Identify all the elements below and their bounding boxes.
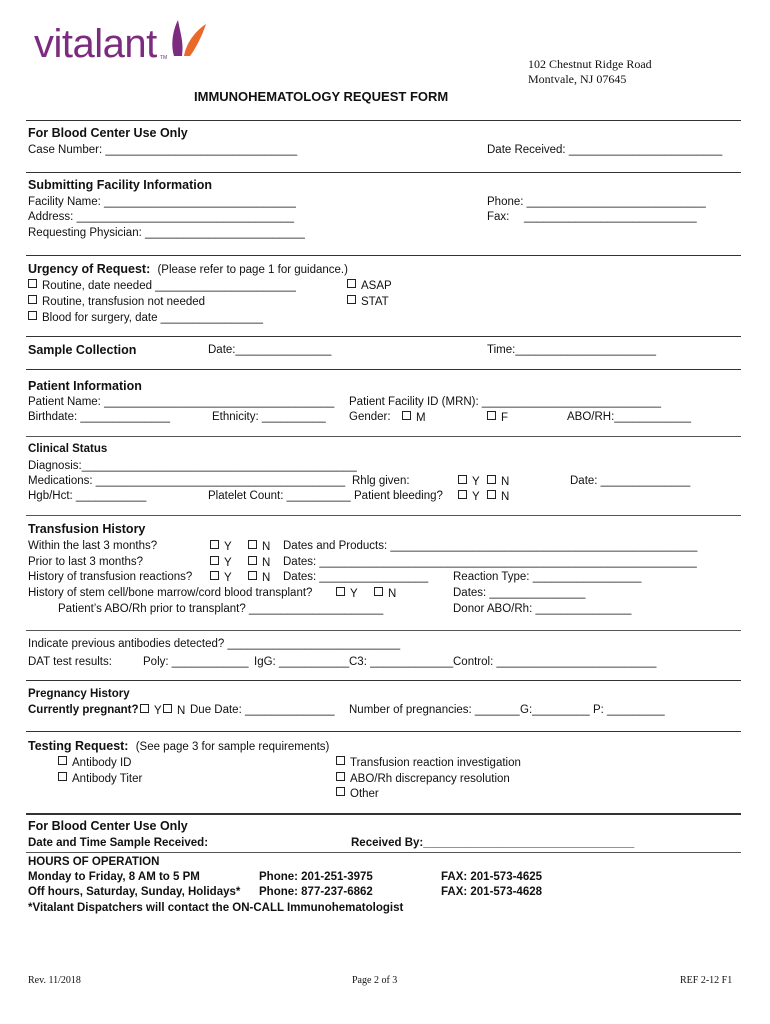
phone-weekday: Phone: 201-251-3975 — [259, 871, 373, 883]
tx-q1-y[interactable] — [210, 540, 232, 553]
address-line-1: 102 Chestnut Ridge Road — [528, 57, 652, 71]
vitalant-logo — [34, 22, 167, 67]
rhig-n[interactable] — [487, 475, 509, 488]
option-label: ABO/Rh discrepancy resolution — [350, 773, 510, 785]
gravida-field[interactable]: G:_________ — [520, 704, 590, 716]
checkbox[interactable] — [347, 279, 356, 288]
tx-q4-n[interactable] — [374, 587, 396, 600]
checkbox[interactable] — [210, 571, 219, 580]
divider — [26, 172, 741, 173]
checkbox[interactable] — [28, 295, 37, 304]
gender-f[interactable] — [487, 411, 508, 424]
checkbox[interactable] — [458, 490, 467, 499]
urgency-asap[interactable] — [347, 279, 392, 292]
option-label: N — [501, 476, 510, 488]
pregnant-n[interactable] — [163, 704, 185, 717]
divider — [26, 369, 741, 370]
currently-pregnant-label: Currently pregnant? — [28, 704, 139, 716]
donor-abo-field[interactable]: Donor ABO/Rh: _______________ — [453, 603, 632, 615]
checkbox[interactable] — [248, 571, 257, 580]
urgency-stat[interactable] — [347, 295, 389, 308]
bc2-title: For Blood Center Use Only — [28, 819, 188, 833]
checkbox[interactable] — [210, 556, 219, 565]
checkbox[interactable] — [28, 311, 37, 320]
logo-tm: TM — [159, 55, 168, 61]
transfusion-title: Transfusion History — [28, 522, 146, 536]
pregnancy-title: Pregnancy History — [28, 688, 130, 700]
urgency-routine-date[interactable] — [28, 279, 296, 292]
checkbox[interactable] — [487, 475, 496, 484]
divider — [26, 120, 741, 121]
checkbox[interactable] — [336, 772, 345, 781]
checkbox[interactable] — [487, 490, 496, 499]
date-time-received-label: Date and Time Sample Received: — [28, 837, 209, 849]
rhig-y[interactable] — [458, 475, 480, 488]
option-label: N — [388, 588, 397, 600]
hours-offhours: Off hours, Saturday, Sunday, Holidays* — [28, 886, 241, 898]
mrn-field[interactable]: Patient Facility ID (MRN): ____________________________ — [349, 396, 661, 408]
hours-weekday: Monday to Friday, 8 AM to 5 PM — [28, 871, 200, 883]
fax-offhours: FAX: 201-573-4628 — [441, 886, 543, 898]
rhig-date-field[interactable]: Date: ______________ — [570, 475, 691, 487]
date-received-field[interactable]: Date Received: ________________________ — [487, 144, 723, 156]
checkbox[interactable] — [347, 295, 356, 304]
gender-label: Gender: — [349, 411, 391, 423]
sample-time-field[interactable]: Time:______________________ — [487, 344, 657, 356]
option-label: Routine, date needed ______________________ — [42, 280, 296, 292]
phone-offhours: Phone: 877-237-6862 — [259, 886, 373, 898]
option-label: Blood for surgery, date ________________ — [42, 312, 264, 324]
divider — [26, 255, 741, 256]
checkbox[interactable] — [336, 587, 345, 596]
hours-title: HOURS OF OPERATION — [28, 856, 160, 868]
clinical-title: Clinical Status — [28, 443, 108, 455]
option-label: F — [501, 412, 509, 424]
test-other[interactable] — [336, 787, 379, 800]
urgency-title: Urgency of Request: — [28, 262, 151, 276]
test-abo-discrepancy[interactable] — [336, 772, 510, 785]
checkbox[interactable] — [336, 787, 345, 796]
bleeding-label: Patient bleeding? — [354, 490, 443, 502]
divider — [26, 852, 741, 853]
tx-q1: Within the last 3 months? — [28, 540, 158, 552]
divider — [26, 336, 741, 337]
tx-dates4-field[interactable]: Dates: _______________ — [453, 587, 586, 599]
footer-ref: REF 2-12 F1 — [680, 975, 733, 986]
option-label: Antibody ID — [72, 757, 132, 769]
form-title: IMMUNOHEMATOLOGY REQUEST FORM — [194, 89, 449, 104]
divider — [26, 813, 741, 815]
divider — [26, 630, 741, 631]
reaction-type-field[interactable]: Reaction Type: _________________ — [453, 571, 642, 583]
tx-q3: History of transfusion reactions? — [28, 571, 193, 583]
bleed-n[interactable] — [487, 490, 509, 503]
option-label: Transfusion reaction investigation — [350, 757, 521, 769]
checkbox[interactable] — [402, 411, 411, 420]
checkbox[interactable] — [248, 540, 257, 549]
bc1-title: For Blood Center Use Only — [28, 126, 188, 140]
num-pregnancies-field[interactable]: Number of pregnancies: _______ — [349, 704, 520, 716]
checkbox[interactable] — [336, 756, 345, 765]
test-transfusion-reaction[interactable] — [336, 756, 521, 769]
option-label: N — [501, 491, 510, 503]
testing-header — [28, 739, 329, 753]
facility-title: Submitting Facility Information — [28, 178, 213, 192]
pregnant-y[interactable] — [140, 704, 162, 717]
option-label: N — [262, 557, 271, 569]
testing-note: (See page 3 for sample requirements) — [135, 741, 330, 753]
tx-q4-y[interactable] — [336, 587, 358, 600]
testing-title: Testing Request: — [28, 739, 129, 753]
option-label: ASAP — [361, 280, 392, 292]
birthdate-field[interactable]: Birthdate: ______________ — [28, 411, 170, 423]
tx-q3-n[interactable] — [248, 571, 270, 584]
sample-date-field[interactable]: Date:_______________ — [208, 344, 332, 356]
diagnosis-field[interactable]: Diagnosis:___________________________________________ — [28, 460, 357, 472]
igg-field[interactable]: IgG: ___________ — [254, 656, 350, 668]
checkbox[interactable] — [487, 411, 496, 420]
option-label: Y — [472, 476, 480, 488]
divider — [26, 515, 741, 516]
physician-field[interactable]: Requesting Physician: _________________________ — [28, 227, 305, 239]
logo-flame-icon — [168, 18, 212, 60]
urgency-surgery[interactable] — [28, 311, 263, 324]
rhig-label: Rhlg given: — [352, 475, 410, 487]
tx-q3-y[interactable] — [210, 571, 232, 584]
test-antibody-titer[interactable] — [58, 772, 142, 785]
abo-rh-field[interactable]: ABO/RH:____________ — [567, 411, 692, 423]
tx-q2-n[interactable] — [248, 556, 270, 569]
option-label: Routine, transfusion not needed — [42, 296, 206, 308]
patient-name-field[interactable]: Patient Name: ____________________________________ — [28, 396, 335, 408]
option-label: Y — [224, 557, 232, 569]
option-label: Y — [350, 588, 358, 600]
sample-title: Sample Collection — [28, 343, 137, 357]
tx-q2-y[interactable] — [210, 556, 232, 569]
dates-products-field[interactable]: Dates and Products: ________________________________________________ — [283, 540, 698, 552]
footer-rev: Rev. 11/2018 — [28, 975, 81, 986]
control-field[interactable]: Control: _________________________ — [453, 656, 657, 668]
tx-dates2-field[interactable]: Dates: ___________________________________________________________ — [283, 556, 697, 568]
urgency-header — [28, 262, 348, 276]
tx-dates3-field[interactable]: Dates: _________________ — [283, 571, 429, 583]
option-label: Antibody Titer — [72, 773, 143, 785]
facility-name-field[interactable]: Facility Name: ______________________________ — [28, 196, 296, 208]
option-label: STAT — [361, 296, 389, 308]
patient-title: Patient Information — [28, 379, 142, 393]
option-label: Y — [154, 705, 162, 717]
logo-wordmark: vitalant — [34, 22, 157, 66]
dat-label: DAT test results: — [28, 656, 112, 668]
test-antibody-id[interactable] — [58, 756, 131, 769]
tx-q2: Prior to last 3 months? — [28, 556, 144, 568]
option-label: N — [262, 541, 271, 553]
para-field[interactable]: P: _________ — [593, 704, 665, 716]
checkbox[interactable] — [163, 704, 172, 713]
checkbox[interactable] — [458, 475, 467, 484]
footer-page: Page 2 of 3 — [352, 975, 398, 986]
tx-q1-n[interactable] — [248, 540, 270, 553]
platelet-field[interactable]: Platelet Count: __________ — [208, 490, 351, 502]
fax-label: Fax: — [487, 211, 510, 223]
ethnicity-field[interactable]: Ethnicity: __________ — [212, 411, 326, 423]
checkbox[interactable] — [58, 756, 67, 765]
received-by-field[interactable]: Received By:_________________________________ — [351, 837, 635, 849]
option-label: M — [416, 412, 426, 424]
poly-field[interactable]: Poly: ____________ — [143, 656, 249, 668]
option-label: N — [177, 705, 186, 717]
divider — [26, 731, 741, 732]
urgency-routine-no-tx[interactable] — [28, 295, 205, 308]
hgb-field[interactable]: Hgb/Hct: ___________ — [28, 490, 147, 502]
checkbox[interactable] — [28, 279, 37, 288]
case-number-field[interactable]: Case Number: ______________________________ — [28, 144, 298, 156]
fax-field[interactable]: ___________________________ — [524, 211, 697, 223]
due-date-field[interactable]: Due Date: ______________ — [190, 704, 335, 716]
prev-antibodies-field[interactable]: Indicate previous antibodies detected? ___________________________ — [28, 638, 401, 650]
address-line-2: Montvale, NJ 07645 — [528, 72, 627, 86]
medications-field[interactable]: Medications: _______________________________________ — [28, 475, 346, 487]
phone-field[interactable]: Phone: ____________________________ — [487, 196, 706, 208]
checkbox[interactable] — [140, 704, 149, 713]
divider — [26, 436, 741, 437]
checkbox[interactable] — [374, 587, 383, 596]
c3-field[interactable]: C3: _____________ — [349, 656, 454, 668]
dispatch-note: *Vitalant Dispatchers will contact the ON-CALL Immunohematologist — [28, 902, 404, 914]
tx-q4: History of stem cell/bone marrow/cord blood transplant? — [28, 587, 313, 599]
checkbox[interactable] — [248, 556, 257, 565]
option-label: Y — [224, 541, 232, 553]
option-label: Other — [350, 788, 379, 800]
option-label: N — [262, 572, 271, 584]
checkbox[interactable] — [58, 772, 67, 781]
gender-m[interactable] — [402, 411, 426, 424]
urgency-note: (Please refer to page 1 for guidance.) — [157, 264, 348, 276]
option-label: Y — [224, 572, 232, 584]
option-label: Y — [472, 491, 480, 503]
checkbox[interactable] — [210, 540, 219, 549]
tx-q5[interactable]: Patient’s ABO/Rh prior to transplant? _____________________ — [58, 603, 384, 615]
fax-weekday: FAX: 201-573-4625 — [441, 871, 543, 883]
bleed-y[interactable] — [458, 490, 480, 503]
divider — [26, 680, 741, 681]
address-field[interactable]: Address: __________________________________ — [28, 211, 295, 223]
